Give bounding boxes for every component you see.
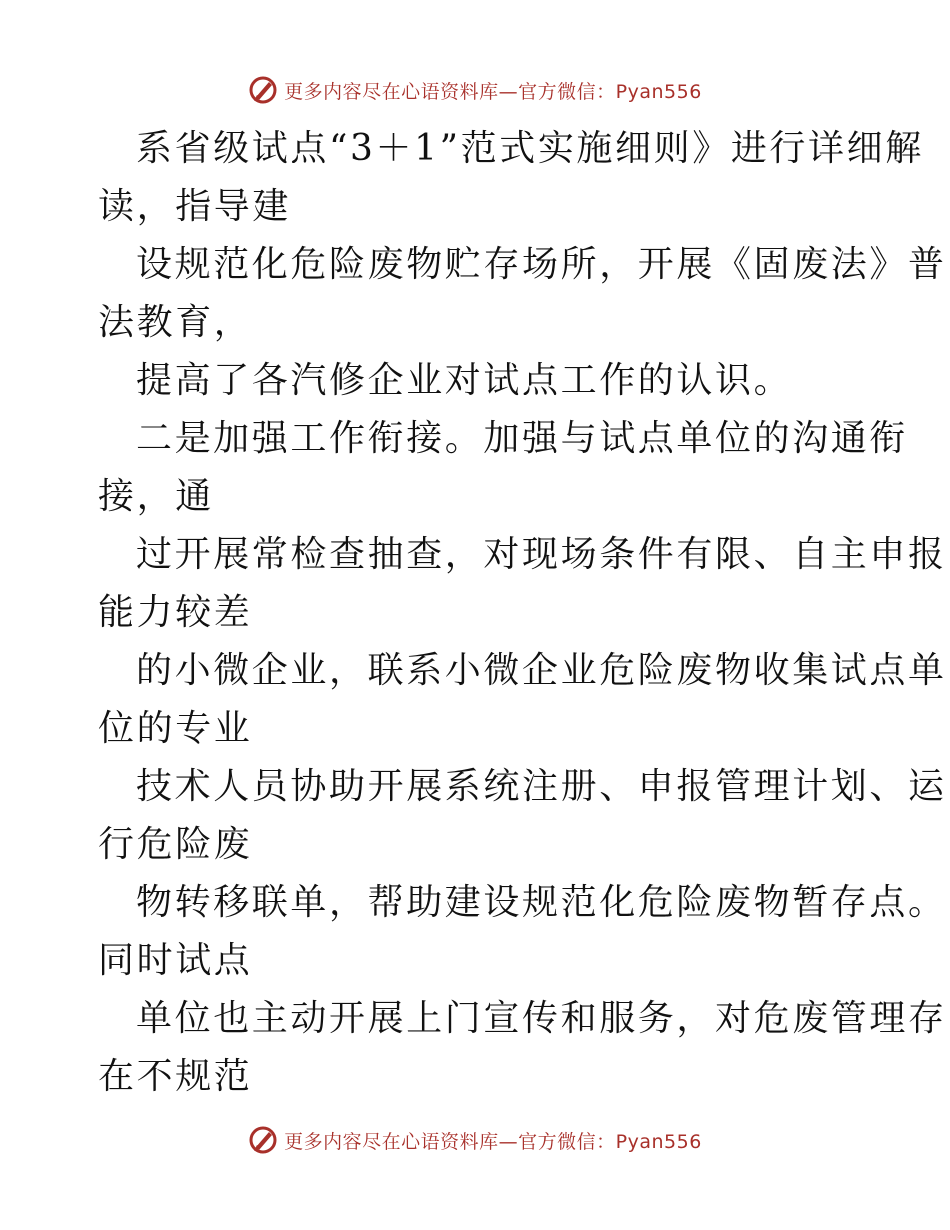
pen-logo-icon [248,75,278,105]
paragraph-line: 法教育， [98,302,253,343]
paragraph-line: 能力较差 [98,592,253,633]
paragraph-line: 读，指导建 [98,186,292,227]
document-body [98,120,947,1106]
paragraph [98,120,924,236]
paragraph-line: 系省级试点“3＋1”范式实施细则》进行详细解 [136,128,924,169]
paragraph-line: 设规范化危险废物贮存场所，开展《固废法》普 [136,244,947,285]
paragraph-line: 的小微企业，联系小微企业危险废物收集试点单 [136,650,947,691]
paragraph-line: 过开展常检查抽查，对现场条件有限、自主申报 [136,534,947,575]
paragraph [98,990,947,1106]
paragraph [98,410,909,526]
pen-logo-icon [248,1125,278,1155]
paragraph-line: 位的专业 [98,708,253,749]
paragraph [98,758,947,874]
paragraph-line: 在不规范 [98,1056,253,1097]
paragraph-line: 同时试点 [98,940,253,981]
paragraph-line: 提高了各汽修企业对试点工作的认识。 [136,360,793,401]
paragraph-line: 二是加强工作衔接。加强与试点单位的沟通衔 [136,418,909,459]
paragraph [98,236,947,352]
paragraph-line: 行危险废 [98,824,253,865]
paragraph-line: 技术人员协助开展系统注册、申报管理计划、运 [136,766,947,807]
watermark-text: 更多内容尽在心语资料库—官方微信：Pyan556 [284,1130,702,1153]
paragraph-line: 接，通 [98,476,214,517]
paragraph [98,642,947,758]
paragraph [98,874,947,990]
paragraph-line: 物转移联单，帮助建设规范化危险废物暂存点。 [136,882,947,923]
paragraph [98,352,858,410]
footer-watermark [0,1120,950,1160]
header-watermark [0,70,950,110]
paragraph-line: 单位也主动开展上门宣传和服务，对危废管理存 [136,998,947,1039]
paragraph [98,526,947,642]
watermark-text: 更多内容尽在心语资料库—官方微信：Pyan556 [284,80,702,103]
